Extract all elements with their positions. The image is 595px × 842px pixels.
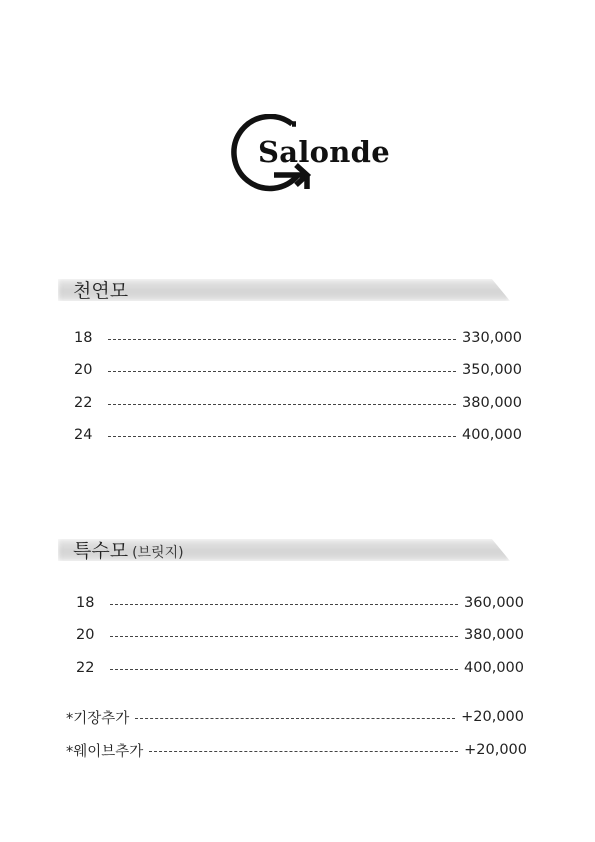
length-label: 20: [76, 627, 95, 643]
section-header-natural-hair: [58, 277, 528, 305]
extra-row: [66, 740, 527, 760]
length-label: 22: [76, 660, 95, 676]
price-row: [74, 425, 522, 445]
price-row: [76, 593, 524, 613]
price-row: [76, 625, 524, 645]
extra-row: [66, 707, 524, 727]
dotted-leader: [108, 339, 456, 340]
section-title-text: 특수모: [73, 540, 129, 562]
dotted-leader: [108, 404, 456, 405]
price-row: [74, 360, 522, 380]
dotted-leader: [135, 718, 455, 719]
dotted-leader: [149, 751, 458, 752]
extra-label: *웨이브추가: [66, 743, 144, 760]
section-subtitle: (브릿지): [132, 545, 184, 561]
price-value: 400,000: [464, 660, 524, 676]
dotted-leader: [110, 604, 458, 605]
extra-price: +20,000: [461, 709, 524, 725]
price-value: 380,000: [464, 627, 524, 643]
dotted-leader: [110, 636, 458, 637]
section-title: [73, 538, 184, 566]
length-label: 18: [76, 595, 95, 611]
dotted-leader: [108, 436, 456, 437]
length-label: 20: [74, 362, 93, 378]
brand-logo: [230, 114, 390, 196]
price-row: [74, 393, 522, 413]
length-label: 18: [74, 330, 93, 346]
section-title-text: 천연모: [73, 280, 129, 302]
price-value: 360,000: [464, 595, 524, 611]
brand-name: Salonde: [258, 135, 391, 169]
price-value: 350,000: [462, 362, 522, 378]
section-title: [73, 278, 128, 304]
price-value: 400,000: [462, 427, 522, 443]
dotted-leader: [110, 669, 458, 670]
section-header-special-hair: [58, 537, 528, 565]
price-value: 330,000: [462, 330, 522, 346]
length-label: 24: [74, 427, 93, 443]
price-value: 380,000: [462, 395, 522, 411]
length-label: 22: [74, 395, 93, 411]
dotted-leader: [108, 371, 456, 372]
price-row: [74, 328, 522, 348]
extra-price: +20,000: [464, 742, 527, 758]
extra-label: *기장추가: [66, 710, 130, 727]
price-row: [76, 658, 524, 678]
